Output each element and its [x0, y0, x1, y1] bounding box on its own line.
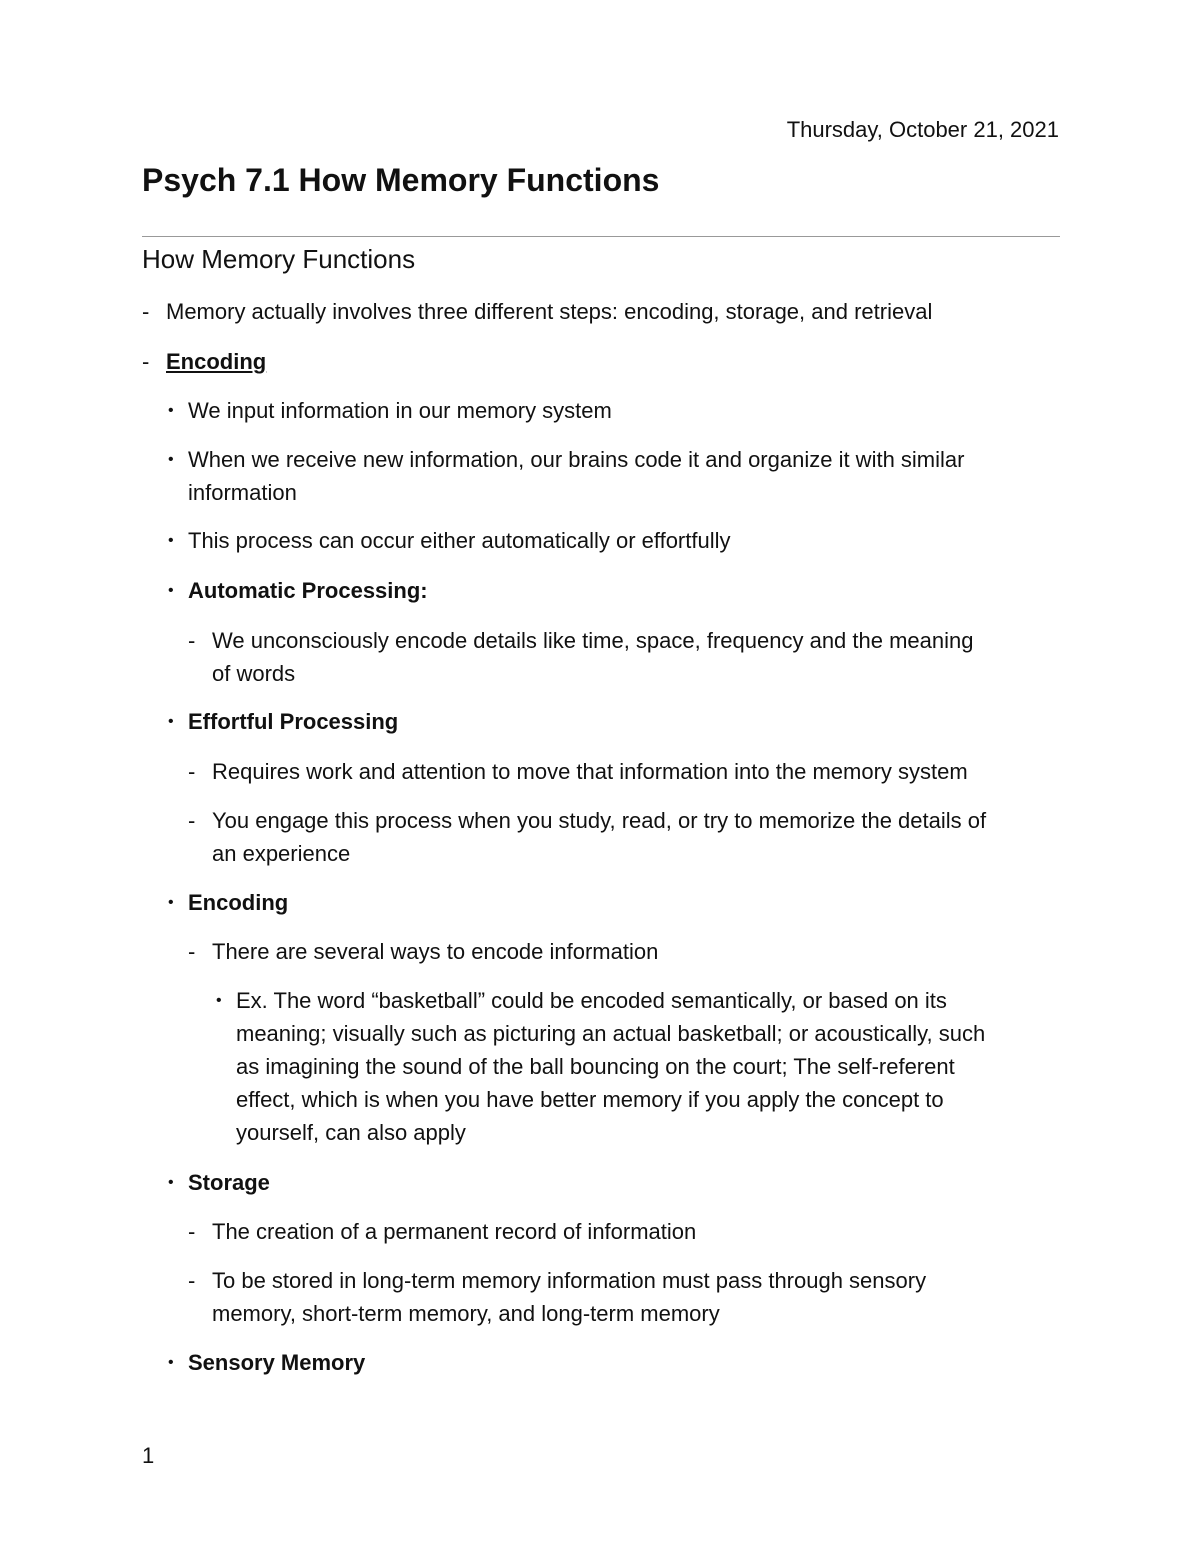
dash-marker: - [188, 1268, 196, 1293]
list-item-text: Sensory Memory [188, 1350, 366, 1375]
list-item-text: effect, which is when you have better memory if you apply the concept to [236, 1087, 944, 1112]
list-item-text: We input information in our memory system [188, 398, 612, 423]
bullet-marker: • [168, 402, 174, 419]
document-title: Psych 7.1 How Memory Functions [142, 162, 660, 198]
bullet-marker: • [168, 1174, 174, 1191]
list-item-text: We unconsciously encode details like time, space, frequency and the meaning [212, 628, 974, 653]
bullet-marker: • [168, 713, 174, 730]
list-item-text: information [188, 480, 297, 505]
list-item-text: Memory actually involves three different steps: encoding, storage, and retrieval [166, 299, 933, 324]
list-item [168, 886, 289, 919]
list-item [188, 804, 987, 870]
list-item-text: of words [212, 661, 296, 686]
list-item-text: Automatic Processing: [188, 578, 428, 603]
list-item [168, 394, 612, 427]
list-item [216, 984, 986, 1149]
list-item-text: This process can occur either automatically or effortfully [188, 528, 731, 553]
list-item [168, 574, 428, 607]
list-item-text: yourself, can also apply [236, 1120, 466, 1145]
dash-marker: - [142, 299, 150, 324]
list-item-text: Ex. The word “basketball” could be encoded semantically, or based on its [236, 988, 947, 1013]
list-item [168, 705, 399, 738]
dash-marker: - [188, 759, 196, 784]
list-item [188, 935, 659, 968]
dash-marker: - [142, 349, 150, 374]
title-divider [142, 236, 1060, 237]
list-item-text: meaning; visually such as picturing an actual basketball; or acoustically, such [236, 1021, 986, 1046]
list-item-text: an experience [212, 841, 351, 866]
list-item-text: memory, short-term memory, and long-term memory [212, 1301, 720, 1326]
list-item [188, 1264, 927, 1330]
bullet-marker: • [168, 582, 174, 599]
list-item [142, 295, 933, 328]
list-item [168, 443, 965, 509]
page-number: 1 [142, 1443, 155, 1468]
list-item-text: When we receive new information, our brains code it and organize it with similar [188, 447, 965, 472]
list-item-text: Storage [188, 1170, 270, 1195]
list-item-text: as imagining the sound of the ball bouncing on the court; The self-referent [236, 1054, 955, 1079]
dash-marker: - [188, 808, 196, 833]
list-item [168, 1166, 270, 1199]
document-date: Thursday, October 21, 2021 [786, 117, 1059, 142]
list-item-text: Effortful Processing [188, 709, 399, 734]
bullet-marker: • [168, 532, 174, 549]
list-item-text: The creation of a permanent record of information [212, 1219, 697, 1244]
list-item-text: To be stored in long-term memory information must pass through sensory [212, 1268, 927, 1293]
bullet-marker: • [216, 992, 222, 1009]
list-item [188, 624, 974, 690]
section-heading: How Memory Functions [142, 244, 416, 274]
list-item [188, 1215, 697, 1248]
dash-marker: - [188, 939, 196, 964]
dash-marker: - [188, 628, 196, 653]
bullet-marker: • [168, 1354, 174, 1371]
list-item-text: Requires work and attention to move that information into the memory system [212, 759, 968, 784]
list-item-text: Encoding [166, 349, 267, 374]
dash-marker: - [188, 1219, 196, 1244]
list-item [168, 1346, 366, 1379]
list-item-text: Encoding [188, 890, 289, 915]
list-item [168, 524, 731, 557]
list-item [188, 755, 968, 788]
list-item [142, 345, 267, 378]
list-item-text: You engage this process when you study, read, or try to memorize the details of [212, 808, 987, 833]
list-item-text: There are several ways to encode information [212, 939, 659, 964]
bullet-marker: • [168, 451, 174, 468]
bullet-marker: • [168, 894, 174, 911]
